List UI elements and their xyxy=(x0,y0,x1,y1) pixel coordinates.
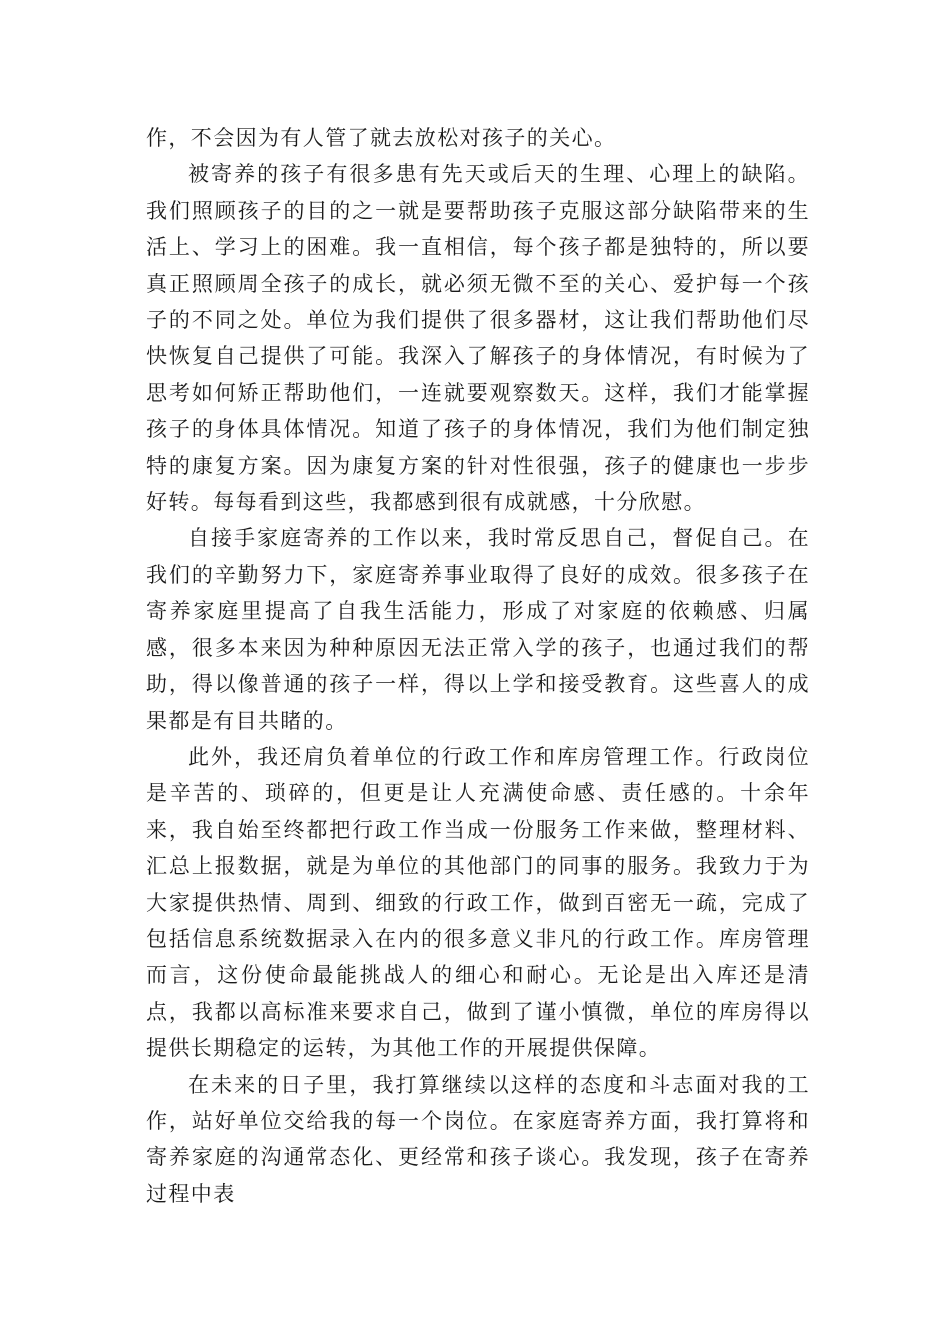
paragraph-foster-children-care: 被寄养的孩子有很多患有先天或后天的生理、心理上的缺陷。我们照顾孩子的目的之一就是要帮助孩子克服这部分缺陷带来的生活上、学习上的困难。我一直相信，每个孩子都是独特的，所以要真正照顾周全孩子的成长，就必须无微不至的关心、爱护每一个孩子的不同之处。单位为我们提供了很多器材，这让我们帮助他们尽快恢复自己提供了可能。我深入了解孩子的身体情况，有时候为了思考如何矫正帮助他们，一连就要观察数天。这样，我们才能掌握孩子的身体具体情况。知道了孩子的身体情况，我们为他们制定独特的康复方案。因为康复方案的针对性很强，孩子的健康也一步步好转。每每看到这些，我都感到很有成就感，十分欣慰。 xyxy=(146,162,810,515)
document-body xyxy=(146,120,810,1212)
paragraph-future-plans: 在未来的日子里，我打算继续以这样的态度和斗志面对我的工作，站好单位交给我的每一个岗位。在家庭寄养方面，我打算将和寄养家庭的沟通常态化、更经常和孩子谈心。我发现，孩子在寄养过程中表 xyxy=(146,1072,810,1206)
paragraph-admin-warehouse: 此外，我还肩负着单位的行政工作和库房管理工作。行政岗位是辛苦的、琐碎的，但更是让人充满使命感、责任感的。十余年来，我自始至终都把行政工作当成一份服务工作来做，整理材料、汇总上报数据，就是为单位的其他部门的同事的服务。我致力于为大家提供热情、周到、细致的行政工作，做到百密无一疏，完成了包括信息系统数据录入在内的很多意义非凡的行政工作。库房管理而言，这份使命最能挑战人的细心和耐心。无论是出入库还是清点，我都以高标准来要求自己，做到了谨小慎微，单位的库房得以提供长期稳定的运转，为其他工作的开展提供保障。 xyxy=(146,744,810,1061)
paragraph-continuation: 作，不会因为有人管了就去放松对孩子的关心。 xyxy=(146,126,617,150)
paragraph-foster-results: 自接手家庭寄养的工作以来，我时常反思自己，督促自己。在我们的辛勤努力下，家庭寄养事业取得了良好的成效。很多孩子在寄养家庭里提高了自我生活能力，形成了对家庭的依赖感、归属感，很多本来因为种种原因无法正常入学的孩子，也通过我们的帮助，得以像普通的孩子一样，得以上学和接受教育。这些喜人的成果都是有目共睹的。 xyxy=(146,526,810,733)
